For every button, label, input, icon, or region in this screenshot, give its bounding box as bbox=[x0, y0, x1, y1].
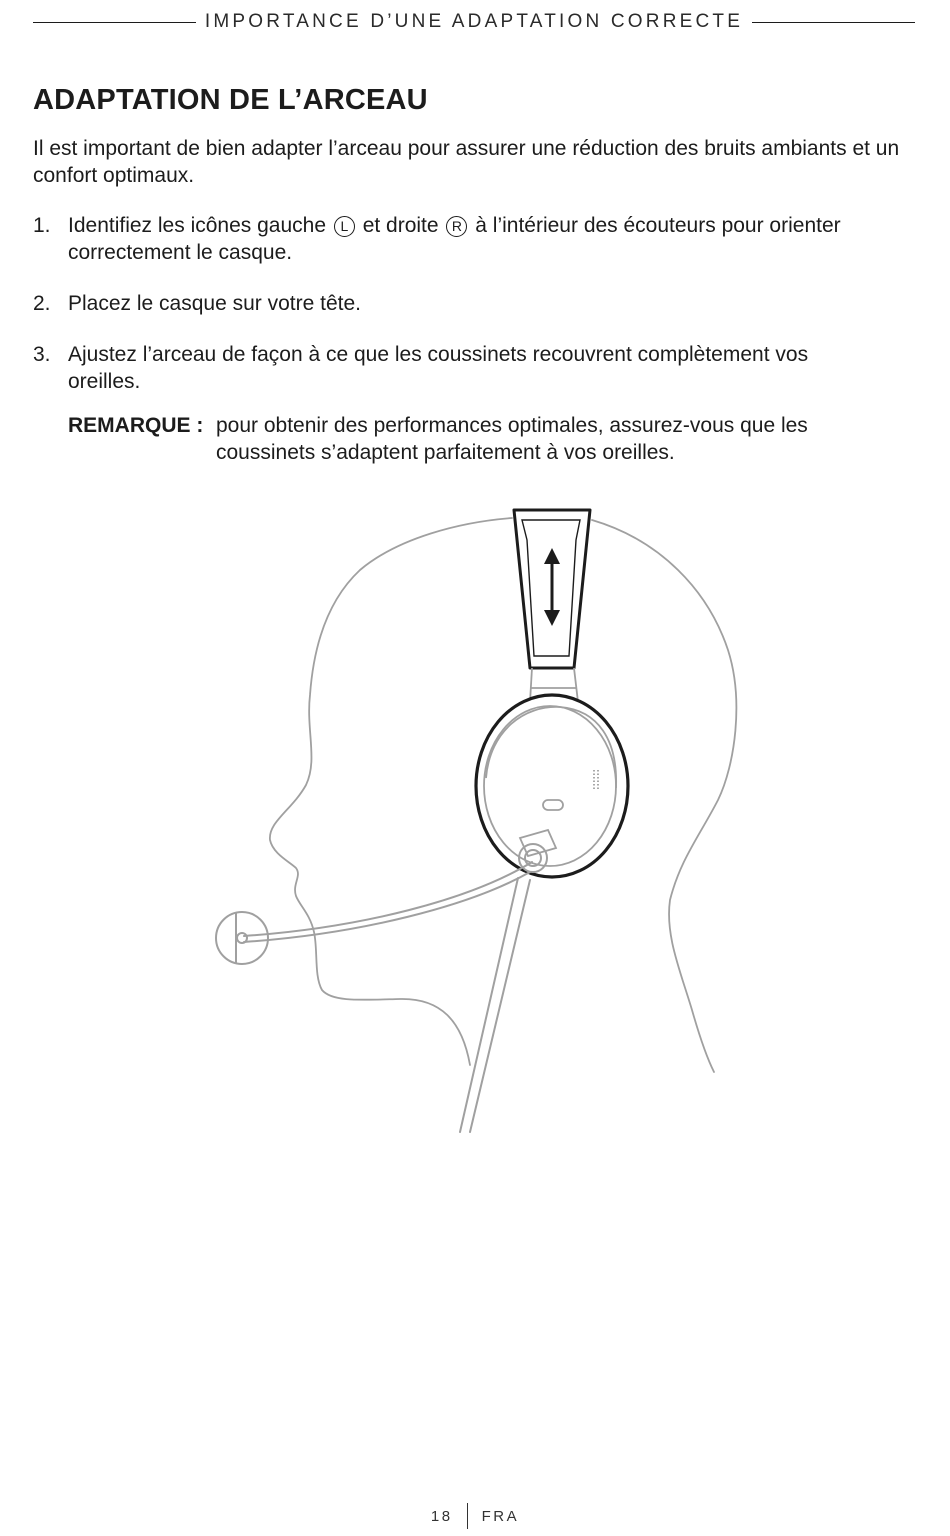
note bbox=[68, 412, 888, 466]
section-title: ADAPTATION DE L’ARCEAU bbox=[33, 84, 428, 116]
mic-boom bbox=[244, 844, 547, 942]
page-footer bbox=[0, 1502, 950, 1530]
headset-cable bbox=[460, 878, 530, 1132]
note-label: REMARQUE : bbox=[68, 414, 204, 437]
left-ear-icon: L bbox=[334, 216, 355, 237]
note-text: pour obtenir des performances optimales, assurez-vous que les coussinets s’adaptent parfaitement à vos oreilles. bbox=[216, 414, 808, 464]
step-text bbox=[68, 212, 918, 266]
step-text-part: Identifiez les icônes gauche bbox=[68, 214, 326, 237]
intro-paragraph: Il est important de bien adapter l’arceau pour assurer une réduction des bruits ambiants et un confort optimaux. bbox=[33, 137, 900, 187]
footer-divider bbox=[467, 1503, 468, 1529]
step-text: Ajustez l’arceau de façon à ce que les coussinets recouvrent complètement vos oreilles. bbox=[68, 343, 809, 393]
microphone-icon bbox=[216, 912, 268, 964]
header-rule-right bbox=[752, 22, 915, 23]
step-1 bbox=[33, 212, 918, 266]
right-ear-icon: R bbox=[446, 216, 467, 237]
header-rule-left bbox=[33, 22, 196, 23]
step-number: 2. bbox=[33, 292, 51, 315]
step-2 bbox=[33, 290, 918, 317]
step-number: 1. bbox=[33, 214, 51, 237]
step-text-part: et droite bbox=[362, 214, 439, 237]
page-number: 18 bbox=[430, 1507, 453, 1525]
headset-fit-illustration bbox=[0, 490, 950, 1140]
header-title: IMPORTANCE D’UNE ADAPTATION CORRECTE bbox=[204, 11, 744, 32]
step-number: 3. bbox=[33, 343, 51, 366]
language-code: FRA bbox=[481, 1507, 520, 1525]
step-text: Placez le casque sur votre tête. bbox=[68, 292, 361, 315]
step-text-part: à l’intérieur des écouteurs pour orienter correctement le casque. bbox=[68, 214, 841, 264]
page-header bbox=[33, 8, 915, 36]
step-3 bbox=[33, 341, 833, 395]
